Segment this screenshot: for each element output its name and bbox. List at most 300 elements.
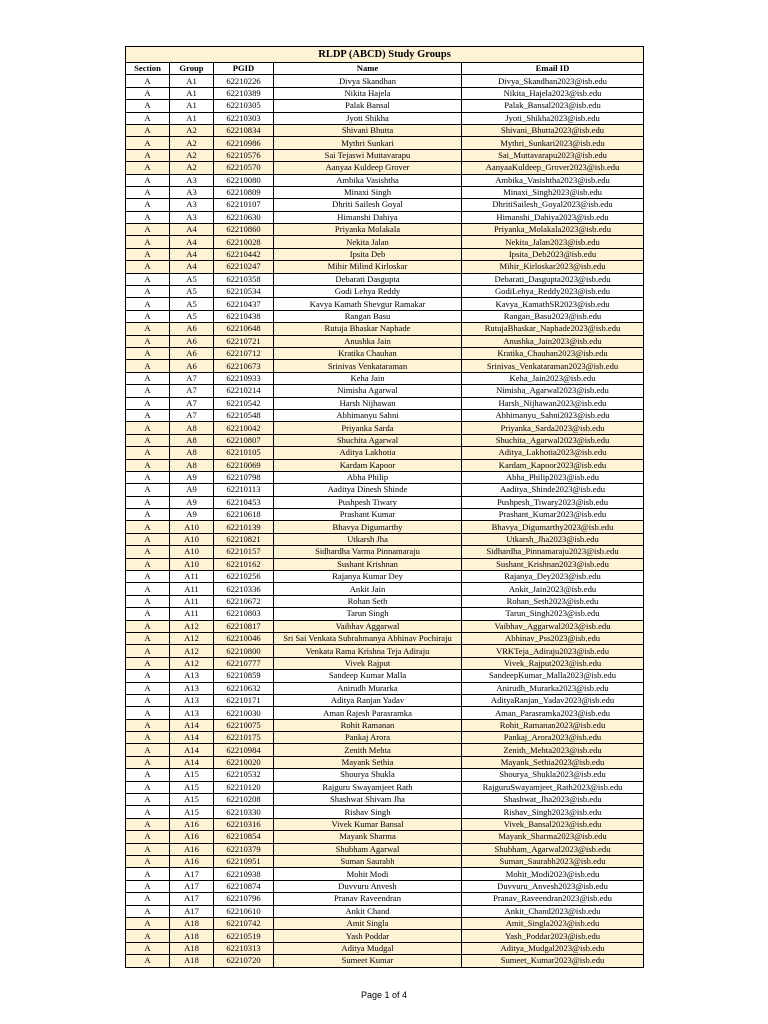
table-row <box>126 298 644 310</box>
cell-group: A15 <box>170 781 214 793</box>
cell-pgid: 62210139 <box>214 521 274 533</box>
cell-pgid: 62210046 <box>214 632 274 644</box>
cell-name: Dhriti Sailesh Goyal <box>274 199 462 211</box>
cell-section: A <box>126 87 170 99</box>
cell-group: A18 <box>170 955 214 967</box>
cell-section: A <box>126 583 170 595</box>
cell-email: Yash_Poddar2023@isb.edu <box>462 930 644 942</box>
table-row <box>126 422 644 434</box>
cell-section: A <box>126 942 170 954</box>
cell-section: A <box>126 509 170 521</box>
cell-pgid: 62210817 <box>214 620 274 632</box>
cell-email: Ipsita_Deb2023@isb.edu <box>462 248 644 260</box>
table-row <box>126 893 644 905</box>
cell-pgid: 62210874 <box>214 880 274 892</box>
cell-email: Abhimanyu_Sahni2023@isb.edu <box>462 409 644 421</box>
cell-section: A <box>126 546 170 558</box>
cell-pgid: 62210860 <box>214 224 274 236</box>
cell-name: Keha Jain <box>274 372 462 384</box>
cell-pgid: 62210020 <box>214 756 274 768</box>
cell-pgid: 62210358 <box>214 273 274 285</box>
cell-section: A <box>126 434 170 446</box>
cell-name: Sri Sai Venkata Subrahmanya Abhinav Pochiraju <box>274 632 462 644</box>
cell-name: Palak Bansal <box>274 100 462 112</box>
cell-name: Kratika Chauhan <box>274 347 462 359</box>
cell-email: Himanshi_Dahiya2023@isb.edu <box>462 211 644 223</box>
table-row <box>126 521 644 533</box>
cell-email: Jyoti_Shikha2023@isb.edu <box>462 112 644 124</box>
cell-group: A8 <box>170 447 214 459</box>
cell-section: A <box>126 397 170 409</box>
cell-name: Aditya Ranjan Yadav <box>274 694 462 706</box>
table-row <box>126 162 644 174</box>
column-header-pgid: PGID <box>214 63 274 75</box>
cell-pgid: 62210720 <box>214 955 274 967</box>
table-row <box>126 843 644 855</box>
cell-email: Srinivas_Venkataraman2023@isb.edu <box>462 360 644 372</box>
table-row <box>126 149 644 161</box>
cell-section: A <box>126 769 170 781</box>
cell-section: A <box>126 843 170 855</box>
cell-email: Vaibhav_Aggarwal2023@isb.edu <box>462 620 644 632</box>
cell-section: A <box>126 781 170 793</box>
cell-pgid: 62210105 <box>214 447 274 459</box>
cell-section: A <box>126 632 170 644</box>
cell-name: Shourya Shukla <box>274 769 462 781</box>
table-row <box>126 273 644 285</box>
table-row <box>126 248 644 260</box>
table-row <box>126 335 644 347</box>
cell-section: A <box>126 657 170 669</box>
table-row <box>126 409 644 421</box>
table-row <box>126 509 644 521</box>
cell-pgid: 62210534 <box>214 286 274 298</box>
cell-name: Abhimanyu Sahni <box>274 409 462 421</box>
table-row <box>126 917 644 929</box>
cell-email: Vivek_Bansal2023@isb.edu <box>462 818 644 830</box>
table-row <box>126 533 644 545</box>
cell-name: Suman Saurabh <box>274 856 462 868</box>
cell-email: Bhavya_Digumarthy2023@isb.edu <box>462 521 644 533</box>
cell-pgid: 62210712 <box>214 347 274 359</box>
column-header-section: Section <box>126 63 170 75</box>
cell-name: Aaditya Dinesh Shinde <box>274 484 462 496</box>
cell-pgid: 62210075 <box>214 719 274 731</box>
cell-name: Rishav Singh <box>274 806 462 818</box>
cell-name: Shubham Agarwal <box>274 843 462 855</box>
cell-email: Abha_Philip2023@isb.edu <box>462 471 644 483</box>
cell-group: A2 <box>170 149 214 161</box>
document-title: RLDP (ABCD) Study Groups <box>126 47 644 63</box>
cell-email: Debarati_Dasgupta2023@isb.edu <box>462 273 644 285</box>
cell-pgid: 62210632 <box>214 682 274 694</box>
cell-pgid: 62210854 <box>214 831 274 843</box>
cell-email: DhritiSailesh_Goyal2023@isb.edu <box>462 199 644 211</box>
cell-pgid: 62210316 <box>214 818 274 830</box>
cell-section: A <box>126 273 170 285</box>
cell-pgid: 62210437 <box>214 298 274 310</box>
table-row <box>126 174 644 186</box>
cell-group: A18 <box>170 917 214 929</box>
cell-section: A <box>126 236 170 248</box>
cell-section: A <box>126 818 170 830</box>
cell-email: Rohit_Ramanan2023@isb.edu <box>462 719 644 731</box>
cell-section: A <box>126 707 170 719</box>
cell-pgid: 62210336 <box>214 583 274 595</box>
cell-group: A9 <box>170 471 214 483</box>
cell-name: Venkata Rama Krishna Teja Adiraju <box>274 645 462 657</box>
cell-name: Nekita Jalan <box>274 236 462 248</box>
cell-group: A5 <box>170 310 214 322</box>
cell-name: Priyanka Sarda <box>274 422 462 434</box>
cell-name: Rangan Basu <box>274 310 462 322</box>
cell-pgid: 62210777 <box>214 657 274 669</box>
table-row <box>126 632 644 644</box>
cell-group: A6 <box>170 347 214 359</box>
cell-email: Duvvuru_Anvesh2023@isb.edu <box>462 880 644 892</box>
cell-pgid: 62210742 <box>214 917 274 929</box>
cell-section: A <box>126 620 170 632</box>
table-row <box>126 211 644 223</box>
cell-pgid: 62210208 <box>214 794 274 806</box>
cell-group: A7 <box>170 397 214 409</box>
cell-group: A9 <box>170 496 214 508</box>
cell-pgid: 62210107 <box>214 199 274 211</box>
cell-group: A11 <box>170 583 214 595</box>
cell-section: A <box>126 224 170 236</box>
cell-section: A <box>126 298 170 310</box>
cell-group: A18 <box>170 930 214 942</box>
cell-email: Vivek_Rajput2023@isb.edu <box>462 657 644 669</box>
column-header-name: Name <box>274 63 462 75</box>
cell-group: A11 <box>170 608 214 620</box>
table-row <box>126 261 644 273</box>
table-row <box>126 769 644 781</box>
table-row <box>126 571 644 583</box>
cell-section: A <box>126 608 170 620</box>
cell-group: A4 <box>170 248 214 260</box>
cell-name: Rohan Seth <box>274 595 462 607</box>
cell-name: Vivek Kumar Bansal <box>274 818 462 830</box>
cell-pgid: 62210984 <box>214 744 274 756</box>
cell-section: A <box>126 558 170 570</box>
cell-pgid: 62210256 <box>214 571 274 583</box>
table-row <box>126 905 644 917</box>
table-row <box>126 620 644 632</box>
cell-section: A <box>126 323 170 335</box>
cell-section: A <box>126 100 170 112</box>
cell-email: Priyanka_Molakala2023@isb.edu <box>462 224 644 236</box>
cell-email: Mayank_Sharma2023@isb.edu <box>462 831 644 843</box>
cell-section: A <box>126 459 170 471</box>
cell-group: A13 <box>170 682 214 694</box>
cell-pgid: 62210453 <box>214 496 274 508</box>
cell-email: Shivani_Bhutta2023@isb.edu <box>462 124 644 136</box>
cell-group: A13 <box>170 670 214 682</box>
cell-group: A2 <box>170 124 214 136</box>
cell-section: A <box>126 112 170 124</box>
table-row <box>126 112 644 124</box>
cell-name: Yash Poddar <box>274 930 462 942</box>
cell-email: Shubham_Agarwal2023@isb.edu <box>462 843 644 855</box>
cell-name: Ankit Chand <box>274 905 462 917</box>
cell-email: Zenith_Mehta2023@isb.edu <box>462 744 644 756</box>
cell-group: A17 <box>170 880 214 892</box>
table-row <box>126 694 644 706</box>
table-row <box>126 930 644 942</box>
cell-name: Vaibhav Aggarwal <box>274 620 462 632</box>
cell-name: Bhavya Digumarthy <box>274 521 462 533</box>
cell-pgid: 62210442 <box>214 248 274 260</box>
cell-group: A15 <box>170 769 214 781</box>
cell-group: A4 <box>170 261 214 273</box>
table-row <box>126 558 644 570</box>
table-row <box>126 496 644 508</box>
table-row <box>126 781 644 793</box>
cell-pgid: 62210803 <box>214 608 274 620</box>
table-row <box>126 583 644 595</box>
table-row <box>126 732 644 744</box>
cell-group: A2 <box>170 137 214 149</box>
cell-group: A1 <box>170 112 214 124</box>
cell-pgid: 62210247 <box>214 261 274 273</box>
cell-pgid: 62210951 <box>214 856 274 868</box>
cell-email: Shuchita_Agarwal2023@isb.edu <box>462 434 644 446</box>
cell-group: A3 <box>170 211 214 223</box>
table-row <box>126 124 644 136</box>
cell-group: A16 <box>170 856 214 868</box>
table-row <box>126 347 644 359</box>
cell-pgid: 62210673 <box>214 360 274 372</box>
cell-email: Anirudh_Murarka2023@isb.edu <box>462 682 644 694</box>
cell-section: A <box>126 409 170 421</box>
cell-name: Rajanya Kumar Dey <box>274 571 462 583</box>
cell-email: Pranav_Raveendran2023@isb.edu <box>462 893 644 905</box>
cell-email: Mihir_Kirloskar2023@isb.edu <box>462 261 644 273</box>
cell-email: Nimisha_Agarwal2023@isb.edu <box>462 385 644 397</box>
cell-email: Priyanka_Sarda2023@isb.edu <box>462 422 644 434</box>
cell-section: A <box>126 794 170 806</box>
cell-group: A3 <box>170 186 214 198</box>
cell-name: Sushant Krishnan <box>274 558 462 570</box>
cell-name: Godi Lehya Reddy <box>274 286 462 298</box>
cell-pgid: 62210570 <box>214 162 274 174</box>
cell-section: A <box>126 186 170 198</box>
cell-email: Rishav_Singh2023@isb.edu <box>462 806 644 818</box>
cell-email: Pushpesh_Tiwary2023@isb.edu <box>462 496 644 508</box>
cell-pgid: 62210028 <box>214 236 274 248</box>
cell-group: A18 <box>170 942 214 954</box>
cell-pgid: 62210120 <box>214 781 274 793</box>
cell-email: Pankaj_Arora2023@isb.edu <box>462 732 644 744</box>
cell-email: Ankit_Chand2023@isb.edu <box>462 905 644 917</box>
cell-section: A <box>126 372 170 384</box>
cell-name: Kavya Kamath Shevgur Ramakar <box>274 298 462 310</box>
cell-section: A <box>126 533 170 545</box>
cell-section: A <box>126 893 170 905</box>
cell-email: Aaditya_Shinde2023@isb.edu <box>462 484 644 496</box>
cell-section: A <box>126 521 170 533</box>
cell-email: Divya_Skandhan2023@isb.edu <box>462 75 644 87</box>
cell-group: A3 <box>170 174 214 186</box>
cell-pgid: 62210938 <box>214 868 274 880</box>
cell-pgid: 62210859 <box>214 670 274 682</box>
cell-name: Rutuja Bhaskar Naphade <box>274 323 462 335</box>
table-row <box>126 186 644 198</box>
cell-section: A <box>126 645 170 657</box>
cell-pgid: 62210305 <box>214 100 274 112</box>
cell-name: Mohit Modi <box>274 868 462 880</box>
cell-group: A12 <box>170 620 214 632</box>
cell-pgid: 62210821 <box>214 533 274 545</box>
cell-name: Mayank Sharma <box>274 831 462 843</box>
cell-email: Sidhardha_Pinnamaraju2023@isb.edu <box>462 546 644 558</box>
table-row <box>126 323 644 335</box>
cell-email: SandeepKumar_Malla2023@isb.edu <box>462 670 644 682</box>
cell-email: RajguruSwayamjeet_Rath2023@isb.edu <box>462 781 644 793</box>
table-row <box>126 595 644 607</box>
table-row <box>126 484 644 496</box>
cell-email: Kratika_Chauhan2023@isb.edu <box>462 347 644 359</box>
cell-group: A8 <box>170 459 214 471</box>
cell-section: A <box>126 682 170 694</box>
table-row <box>126 286 644 298</box>
cell-group: A5 <box>170 273 214 285</box>
cell-pgid: 62210080 <box>214 174 274 186</box>
cell-group: A10 <box>170 533 214 545</box>
table-row <box>126 75 644 87</box>
table-row <box>126 310 644 322</box>
cell-name: Sandeep Kumar Malla <box>274 670 462 682</box>
header-row <box>126 63 644 75</box>
cell-group: A4 <box>170 224 214 236</box>
cell-email: Harsh_Nijhawan2023@isb.edu <box>462 397 644 409</box>
cell-group: A3 <box>170 199 214 211</box>
cell-group: A6 <box>170 360 214 372</box>
cell-pgid: 62210548 <box>214 409 274 421</box>
cell-pgid: 62210933 <box>214 372 274 384</box>
cell-pgid: 62210226 <box>214 75 274 87</box>
cell-name: Himanshi Dahiya <box>274 211 462 223</box>
cell-name: Ipsita Deb <box>274 248 462 260</box>
cell-email: Ankit_Jain2023@isb.edu <box>462 583 644 595</box>
cell-group: A7 <box>170 409 214 421</box>
cell-name: Sidhardha Varma Pinnamaraju <box>274 546 462 558</box>
cell-email: Rajanya_Dey2023@isb.edu <box>462 571 644 583</box>
cell-pgid: 62210672 <box>214 595 274 607</box>
cell-section: A <box>126 286 170 298</box>
cell-section: A <box>126 149 170 161</box>
table-row <box>126 645 644 657</box>
cell-section: A <box>126 471 170 483</box>
cell-pgid: 62210800 <box>214 645 274 657</box>
cell-pgid: 62210157 <box>214 546 274 558</box>
cell-name: Sumeet Kumar <box>274 955 462 967</box>
cell-section: A <box>126 347 170 359</box>
table-row <box>126 744 644 756</box>
cell-group: A12 <box>170 632 214 644</box>
table-row <box>126 199 644 211</box>
table-row <box>126 719 644 731</box>
cell-section: A <box>126 732 170 744</box>
cell-group: A1 <box>170 75 214 87</box>
table-row <box>126 224 644 236</box>
table-row <box>126 856 644 868</box>
cell-pgid: 62210532 <box>214 769 274 781</box>
cell-group: A1 <box>170 87 214 99</box>
cell-email: RutujaBhaskar_Naphade2023@isb.edu <box>462 323 644 335</box>
cell-name: Pushpesh Tiwary <box>274 496 462 508</box>
cell-section: A <box>126 917 170 929</box>
cell-group: A10 <box>170 558 214 570</box>
cell-section: A <box>126 670 170 682</box>
cell-section: A <box>126 484 170 496</box>
cell-group: A14 <box>170 756 214 768</box>
table-row <box>126 87 644 99</box>
cell-pgid: 62210519 <box>214 930 274 942</box>
cell-pgid: 62210618 <box>214 509 274 521</box>
table-row <box>126 385 644 397</box>
cell-name: Shivani Bhutta <box>274 124 462 136</box>
cell-name: Anirudh Murarka <box>274 682 462 694</box>
cell-email: Mohit_Modi2023@isb.edu <box>462 868 644 880</box>
table-row <box>126 137 644 149</box>
cell-group: A14 <box>170 744 214 756</box>
cell-group: A12 <box>170 645 214 657</box>
study-groups-table <box>125 46 644 968</box>
cell-group: A13 <box>170 694 214 706</box>
cell-pgid: 62210610 <box>214 905 274 917</box>
cell-section: A <box>126 496 170 508</box>
cell-name: Shashwat Shivam Jha <box>274 794 462 806</box>
cell-group: A5 <box>170 298 214 310</box>
column-header-email: Email ID <box>462 63 644 75</box>
cell-section: A <box>126 261 170 273</box>
cell-group: A16 <box>170 831 214 843</box>
cell-section: A <box>126 694 170 706</box>
cell-email: Mayank_Sethia2023@isb.edu <box>462 756 644 768</box>
cell-email: Sushant_Krishnan2023@isb.edu <box>462 558 644 570</box>
cell-name: Mayank Sethia <box>274 756 462 768</box>
table-body <box>126 75 644 967</box>
cell-section: A <box>126 447 170 459</box>
table-row <box>126 682 644 694</box>
cell-email: GodiLehya_Reddy2023@isb.edu <box>462 286 644 298</box>
cell-pgid: 62210030 <box>214 707 274 719</box>
table-row <box>126 707 644 719</box>
cell-name: Kardam Kapoor <box>274 459 462 471</box>
cell-email: Shashwat_Jha2023@isb.edu <box>462 794 644 806</box>
cell-group: A15 <box>170 794 214 806</box>
table-row <box>126 831 644 843</box>
cell-group: A2 <box>170 162 214 174</box>
cell-name: Aanyaa Kuldeep Grover <box>274 162 462 174</box>
cell-email: Suman_Saurabh2023@isb.edu <box>462 856 644 868</box>
cell-name: Aditya Mudgal <box>274 942 462 954</box>
cell-group: A12 <box>170 657 214 669</box>
cell-email: Tarun_Singh2023@isb.edu <box>462 608 644 620</box>
cell-email: Palak_Bansal2023@isb.edu <box>462 100 644 112</box>
cell-name: Shuchita Agarwal <box>274 434 462 446</box>
cell-group: A14 <box>170 732 214 744</box>
cell-group: A7 <box>170 385 214 397</box>
table-row <box>126 372 644 384</box>
cell-group: A7 <box>170 372 214 384</box>
cell-group: A9 <box>170 509 214 521</box>
cell-name: Rohit Ramanan <box>274 719 462 731</box>
cell-section: A <box>126 310 170 322</box>
cell-name: Nikita Hajela <box>274 87 462 99</box>
